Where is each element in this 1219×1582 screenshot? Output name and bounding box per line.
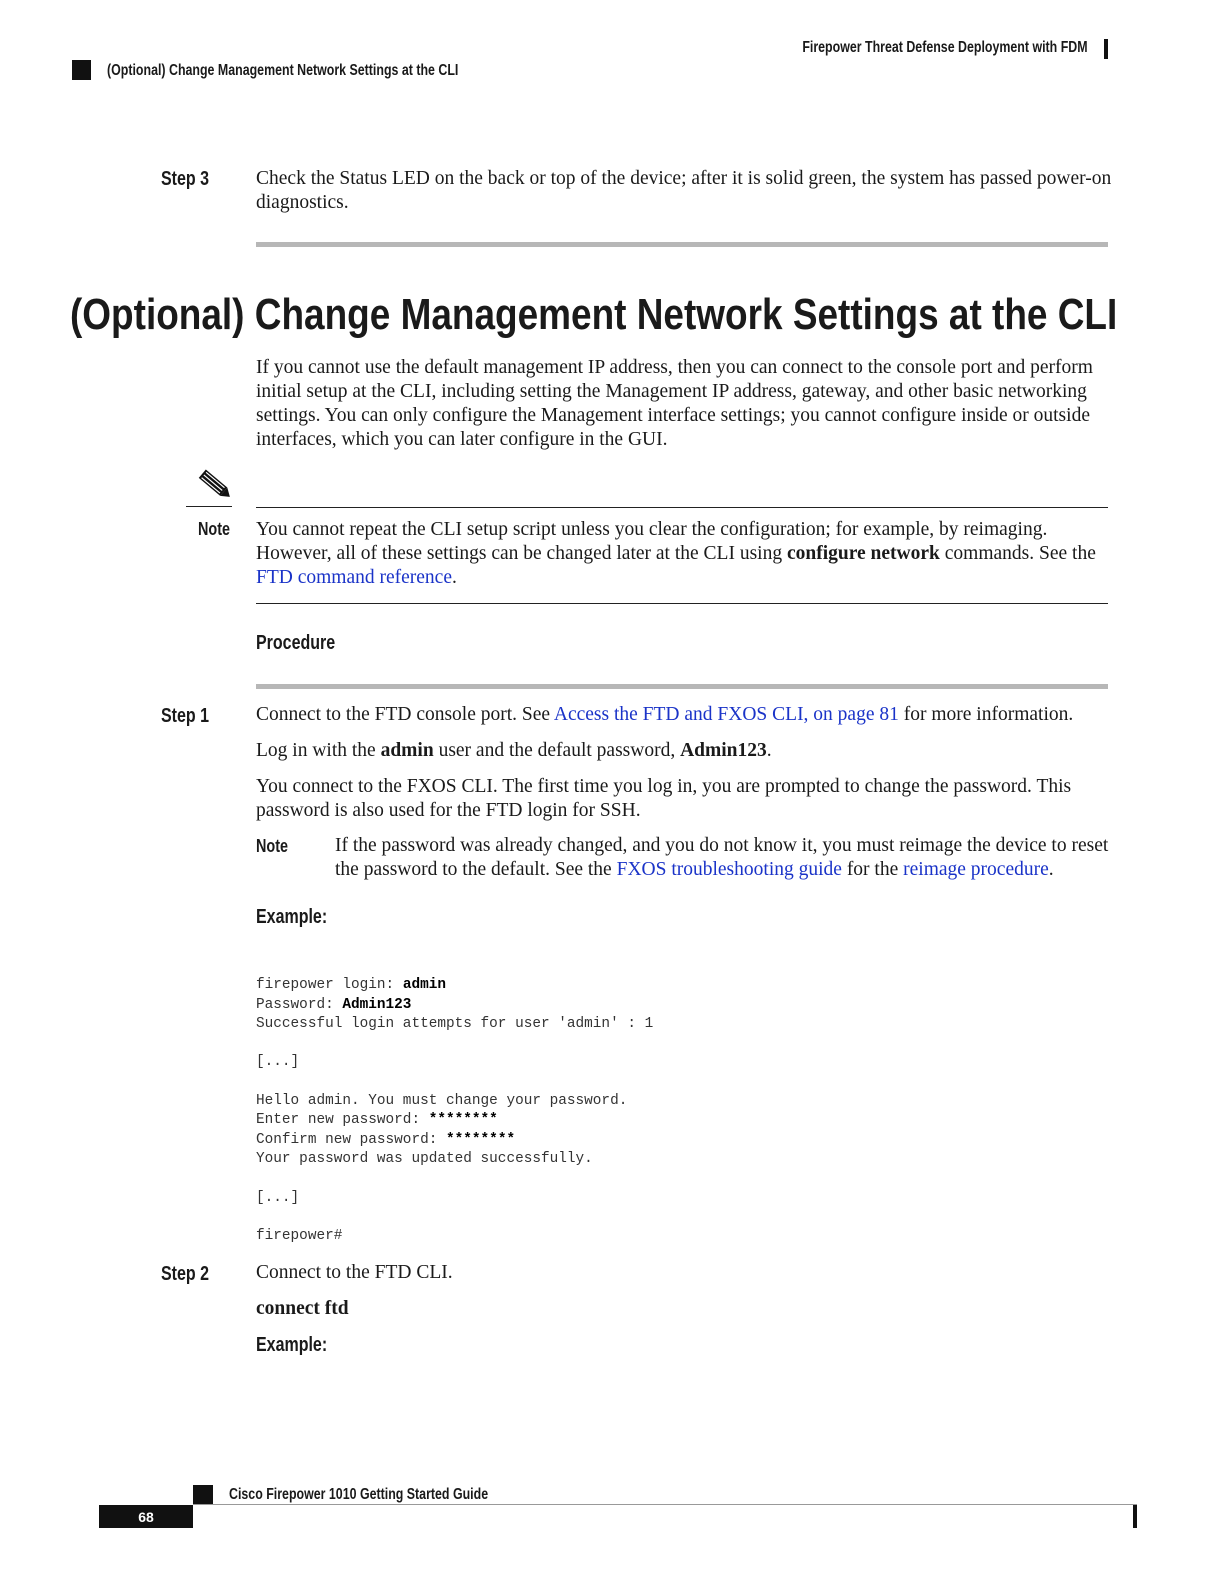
code-line: firepower#	[256, 1228, 343, 1245]
step1-connect-text: Connect to the FTD console port. See Access the FTD and FXOS CLI, on page 81 for more information.	[256, 704, 1074, 725]
note-text: You cannot repeat the CLI setup script unless you clear the configuration; for example, by reimaging. However, all of these settings can be changed later at the CLI using configure network commands. See the FTD command reference.	[256, 519, 1096, 588]
page-number: 68	[138, 1509, 154, 1525]
footer-right-bar	[1133, 1505, 1137, 1528]
section-heading: (Optional) Change Management Network Settings at the CLI	[70, 290, 1118, 339]
code-line: Enter new password: ********	[256, 1112, 498, 1129]
code-line: Password: Admin123	[256, 996, 412, 1013]
reimage-procedure-link[interactable]: reimage procedure	[903, 859, 1049, 880]
fxos-troubleshooting-link[interactable]: FXOS troubleshooting guide	[616, 859, 842, 880]
footer-guide-title: Cisco Firepower 1010 Getting Started Guide	[229, 1486, 489, 1503]
code-example	[256, 957, 653, 1266]
ftd-command-reference-link[interactable]: FTD command reference	[256, 567, 452, 588]
footer-block	[193, 1485, 213, 1505]
procedure-divider	[256, 684, 1108, 689]
step2-command: connect ftd	[256, 1298, 349, 1319]
code-line: [...]	[256, 1054, 300, 1071]
inline-note-text: If the password was already changed, and you do not know it, you must reimage the device to reset the password to the default. See the FXOS troubleshooting guide for the reimage procedure.	[335, 835, 1109, 880]
section-intro: If you cannot use the default management IP address, then you can connect to the console port and perform initial setup at the CLI, including setting the Management IP address, gateway, and other basic networking settings. You can only configure the Management interface settings; you cannot configure inside or outside interfaces, which you can later configure in the GUI.	[256, 357, 1093, 450]
code-line: [...]	[256, 1189, 300, 1206]
code-line: Hello admin. You must change your password.	[256, 1093, 628, 1110]
code-line: firepower login: admin	[256, 977, 446, 994]
step1-fxos-text: You connect to the FXOS CLI. The first time you log in, you are prompted to change the password. This password is also used for the FTD login for SSH.	[256, 776, 1072, 821]
access-cli-link[interactable]: Access the FTD and FXOS CLI, on page 81	[553, 704, 899, 725]
running-header-section-title: (Optional) Change Management Network Settings at the CLI	[107, 62, 459, 79]
step-label: Step 3	[161, 168, 210, 190]
inline-note-label: Note	[256, 836, 288, 856]
note-label: Note	[198, 519, 230, 539]
divider	[256, 242, 1108, 247]
code-line: Your password was updated successfully.	[256, 1150, 593, 1167]
footer-rule	[193, 1504, 1137, 1505]
running-header-doc-title: Firepower Threat Defense Deployment with FDM	[802, 39, 1088, 56]
step-label: Step 2	[161, 1263, 210, 1285]
example-label: Example:	[256, 1334, 328, 1356]
header-right-bar	[1104, 39, 1108, 59]
pencil-icon	[195, 467, 235, 503]
code-line: Successful login attempts for user 'admin' : 1	[256, 1015, 654, 1032]
step-label: Step 1	[161, 705, 210, 727]
header-left-block	[72, 60, 91, 80]
note-icon-rule	[186, 506, 232, 507]
example-label: Example:	[256, 906, 328, 928]
step-text: Check the Status LED on the back or top of the device; after it is solid green, the system has passed power-on diagnostics.	[256, 168, 1112, 213]
note-bottom-rule	[256, 603, 1108, 604]
procedure-heading: Procedure	[256, 632, 336, 654]
step2-text: Connect to the FTD CLI.	[256, 1262, 453, 1283]
code-line: Confirm new password: ********	[256, 1131, 516, 1148]
note-top-rule	[256, 507, 1108, 508]
step1-login-text: Log in with the admin user and the default password, Admin123.	[256, 740, 772, 761]
